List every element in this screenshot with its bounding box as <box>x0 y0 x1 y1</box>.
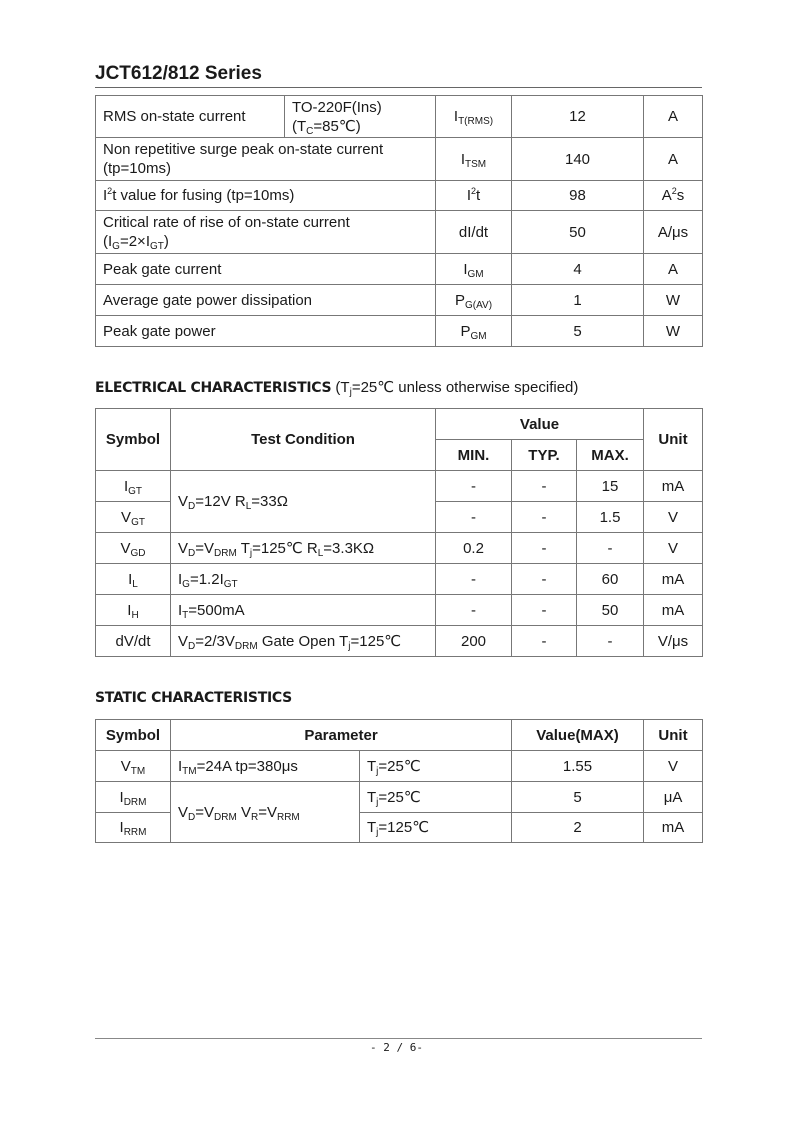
column-header: Parameter <box>171 720 512 751</box>
max-cell: - <box>577 533 644 564</box>
electrical-table <box>95 408 703 657</box>
min-cell: - <box>436 502 512 533</box>
table-row <box>96 138 703 181</box>
electrical-section-title: ELECTRICAL CHARACTERISTICS ($T_j=25℃$ unless otherwise specified) <box>95 379 579 398</box>
unit-cell: μA <box>644 782 703 813</box>
min-cell: - <box>436 595 512 626</box>
symbol-cell: $V_{GD}$ <box>96 533 171 564</box>
table-row <box>96 595 703 626</box>
unit-cell: A <box>644 254 703 285</box>
table-header-row <box>96 720 703 751</box>
value-cell: 140 <box>512 138 644 181</box>
table-row <box>96 254 703 285</box>
header-rule <box>95 87 702 88</box>
column-header: Unit <box>644 720 703 751</box>
symbol-cell: $I^2t$ <box>436 181 512 211</box>
typ-cell: - <box>512 533 577 564</box>
min-cell: - <box>436 471 512 502</box>
min-cell: 0.2 <box>436 533 512 564</box>
param-cell: Peak gate power <box>96 316 436 347</box>
max-cell: 15 <box>577 471 644 502</box>
page-number: - 2 / 6- <box>370 1041 423 1054</box>
table-row <box>96 471 703 502</box>
param-cell: Critical rate of rise of on-state current $(I_G=2\times I_{GT})$ <box>96 211 436 254</box>
column-header: MIN. <box>436 440 512 471</box>
unit-cell: V <box>644 533 703 564</box>
table-row <box>96 181 703 211</box>
condition-cell: $V_D=V_{DRM}$ $T_j=125℃$ $R_L=3.3K\Omega$ <box>171 533 436 564</box>
symbol-cell: $P_{GM}$ <box>436 316 512 347</box>
symbol-cell: $V_{GT}$ <box>96 502 171 533</box>
symbol-cell: $I_H$ <box>96 595 171 626</box>
typ-cell: - <box>512 595 577 626</box>
unit-cell: V <box>644 751 703 782</box>
symbol-cell: $I_{RRM}$ <box>96 813 171 843</box>
symbol-cell: dI/dt <box>436 211 512 254</box>
unit-cell: mA <box>644 595 703 626</box>
footer-rule <box>95 1038 702 1039</box>
ratings-table <box>95 95 703 347</box>
value-cell: 12 <box>512 96 644 138</box>
min-cell: - <box>436 564 512 595</box>
value-cell: 2 <box>512 813 644 843</box>
table-row <box>96 626 703 657</box>
param-cell: Average gate power dissipation <box>96 285 436 316</box>
value-cell: 5 <box>512 316 644 347</box>
symbol-cell: $I_{DRM}$ <box>96 782 171 813</box>
value-cell: 4 <box>512 254 644 285</box>
table-row <box>96 533 703 564</box>
symbol-cell: dV/dt <box>96 626 171 657</box>
value-cell: 50 <box>512 211 644 254</box>
typ-cell: - <box>512 471 577 502</box>
symbol-cell: $I_{T(RMS)}$ <box>436 96 512 138</box>
column-header: MAX. <box>577 440 644 471</box>
condition-cell: TO-220F(Ins) $(T_C=85℃)$ <box>285 96 436 138</box>
column-header: Symbol <box>96 720 171 751</box>
condition-cell: $I_{TM}=24A$ tp=380μs <box>171 751 360 782</box>
value-cell: 1.55 <box>512 751 644 782</box>
unit-cell: W <box>644 285 703 316</box>
value-cell: 5 <box>512 782 644 813</box>
max-cell: - <box>577 626 644 657</box>
table-row <box>96 782 703 813</box>
table-row <box>96 316 703 347</box>
param-cell: $I^2t$ value for fusing (tp=10ms) <box>96 181 436 211</box>
table-row <box>96 96 703 138</box>
unit-cell: V <box>644 502 703 533</box>
table-row <box>96 751 703 782</box>
symbol-cell: $I_{GT}$ <box>96 471 171 502</box>
temperature-cell: $T_j=25℃$ <box>360 751 512 782</box>
temperature-cell: $T_j=25℃$ <box>360 782 512 813</box>
symbol-cell: $V_{TM}$ <box>96 751 171 782</box>
column-header: TYP. <box>512 440 577 471</box>
condition-cell: $V_D=V_{DRM}$ $V_R=V_{RRM}$ <box>171 782 360 843</box>
column-header: Test Condition <box>171 409 436 471</box>
max-cell: 1.5 <box>577 502 644 533</box>
page-title: JCT612/812 Series <box>95 63 262 84</box>
unit-cell: mA <box>644 564 703 595</box>
column-header: Value(MAX) <box>512 720 644 751</box>
column-header: Symbol <box>96 409 171 471</box>
unit-cell: A/μs <box>644 211 703 254</box>
value-cell: 98 <box>512 181 644 211</box>
static-section-title: STATIC CHARACTERISTICS <box>95 690 292 706</box>
static-table <box>95 719 703 843</box>
table-row <box>96 564 703 595</box>
unit-cell: $A^2s$ <box>644 181 703 211</box>
symbol-cell: $I_{GM}$ <box>436 254 512 285</box>
typ-cell: - <box>512 564 577 595</box>
unit-cell: mA <box>644 471 703 502</box>
unit-cell: A <box>644 96 703 138</box>
typ-cell: - <box>512 626 577 657</box>
param-cell: Peak gate current <box>96 254 436 285</box>
condition-cell: $I_T=500mA$ <box>171 595 436 626</box>
column-header: Value <box>436 409 644 440</box>
max-cell: 60 <box>577 564 644 595</box>
value-cell: 1 <box>512 285 644 316</box>
unit-cell: mA <box>644 813 703 843</box>
condition-cell: $V_D=2/3V_{DRM}$ Gate Open $T_j=125℃$ <box>171 626 436 657</box>
symbol-cell: $I_{TSM}$ <box>436 138 512 181</box>
table-row <box>96 285 703 316</box>
param-cell: RMS on-state current <box>96 96 285 138</box>
unit-cell: A <box>644 138 703 181</box>
unit-cell: V/μs <box>644 626 703 657</box>
table-header-row <box>96 409 703 440</box>
condition-cell: $V_D=12V$ $R_L=33\Omega$ <box>171 471 436 533</box>
symbol-cell: $I_L$ <box>96 564 171 595</box>
typ-cell: - <box>512 502 577 533</box>
unit-cell: W <box>644 316 703 347</box>
symbol-cell: $P_{G(AV)}$ <box>436 285 512 316</box>
param-cell: Non repetitive surge peak on-state current (tp=10ms) <box>96 138 436 181</box>
column-header: Unit <box>644 409 703 471</box>
temperature-cell: $T_j=125℃$ <box>360 813 512 843</box>
table-row <box>96 211 703 254</box>
max-cell: 50 <box>577 595 644 626</box>
min-cell: 200 <box>436 626 512 657</box>
condition-cell: $I_G=1.2I_{GT}$ <box>171 564 436 595</box>
